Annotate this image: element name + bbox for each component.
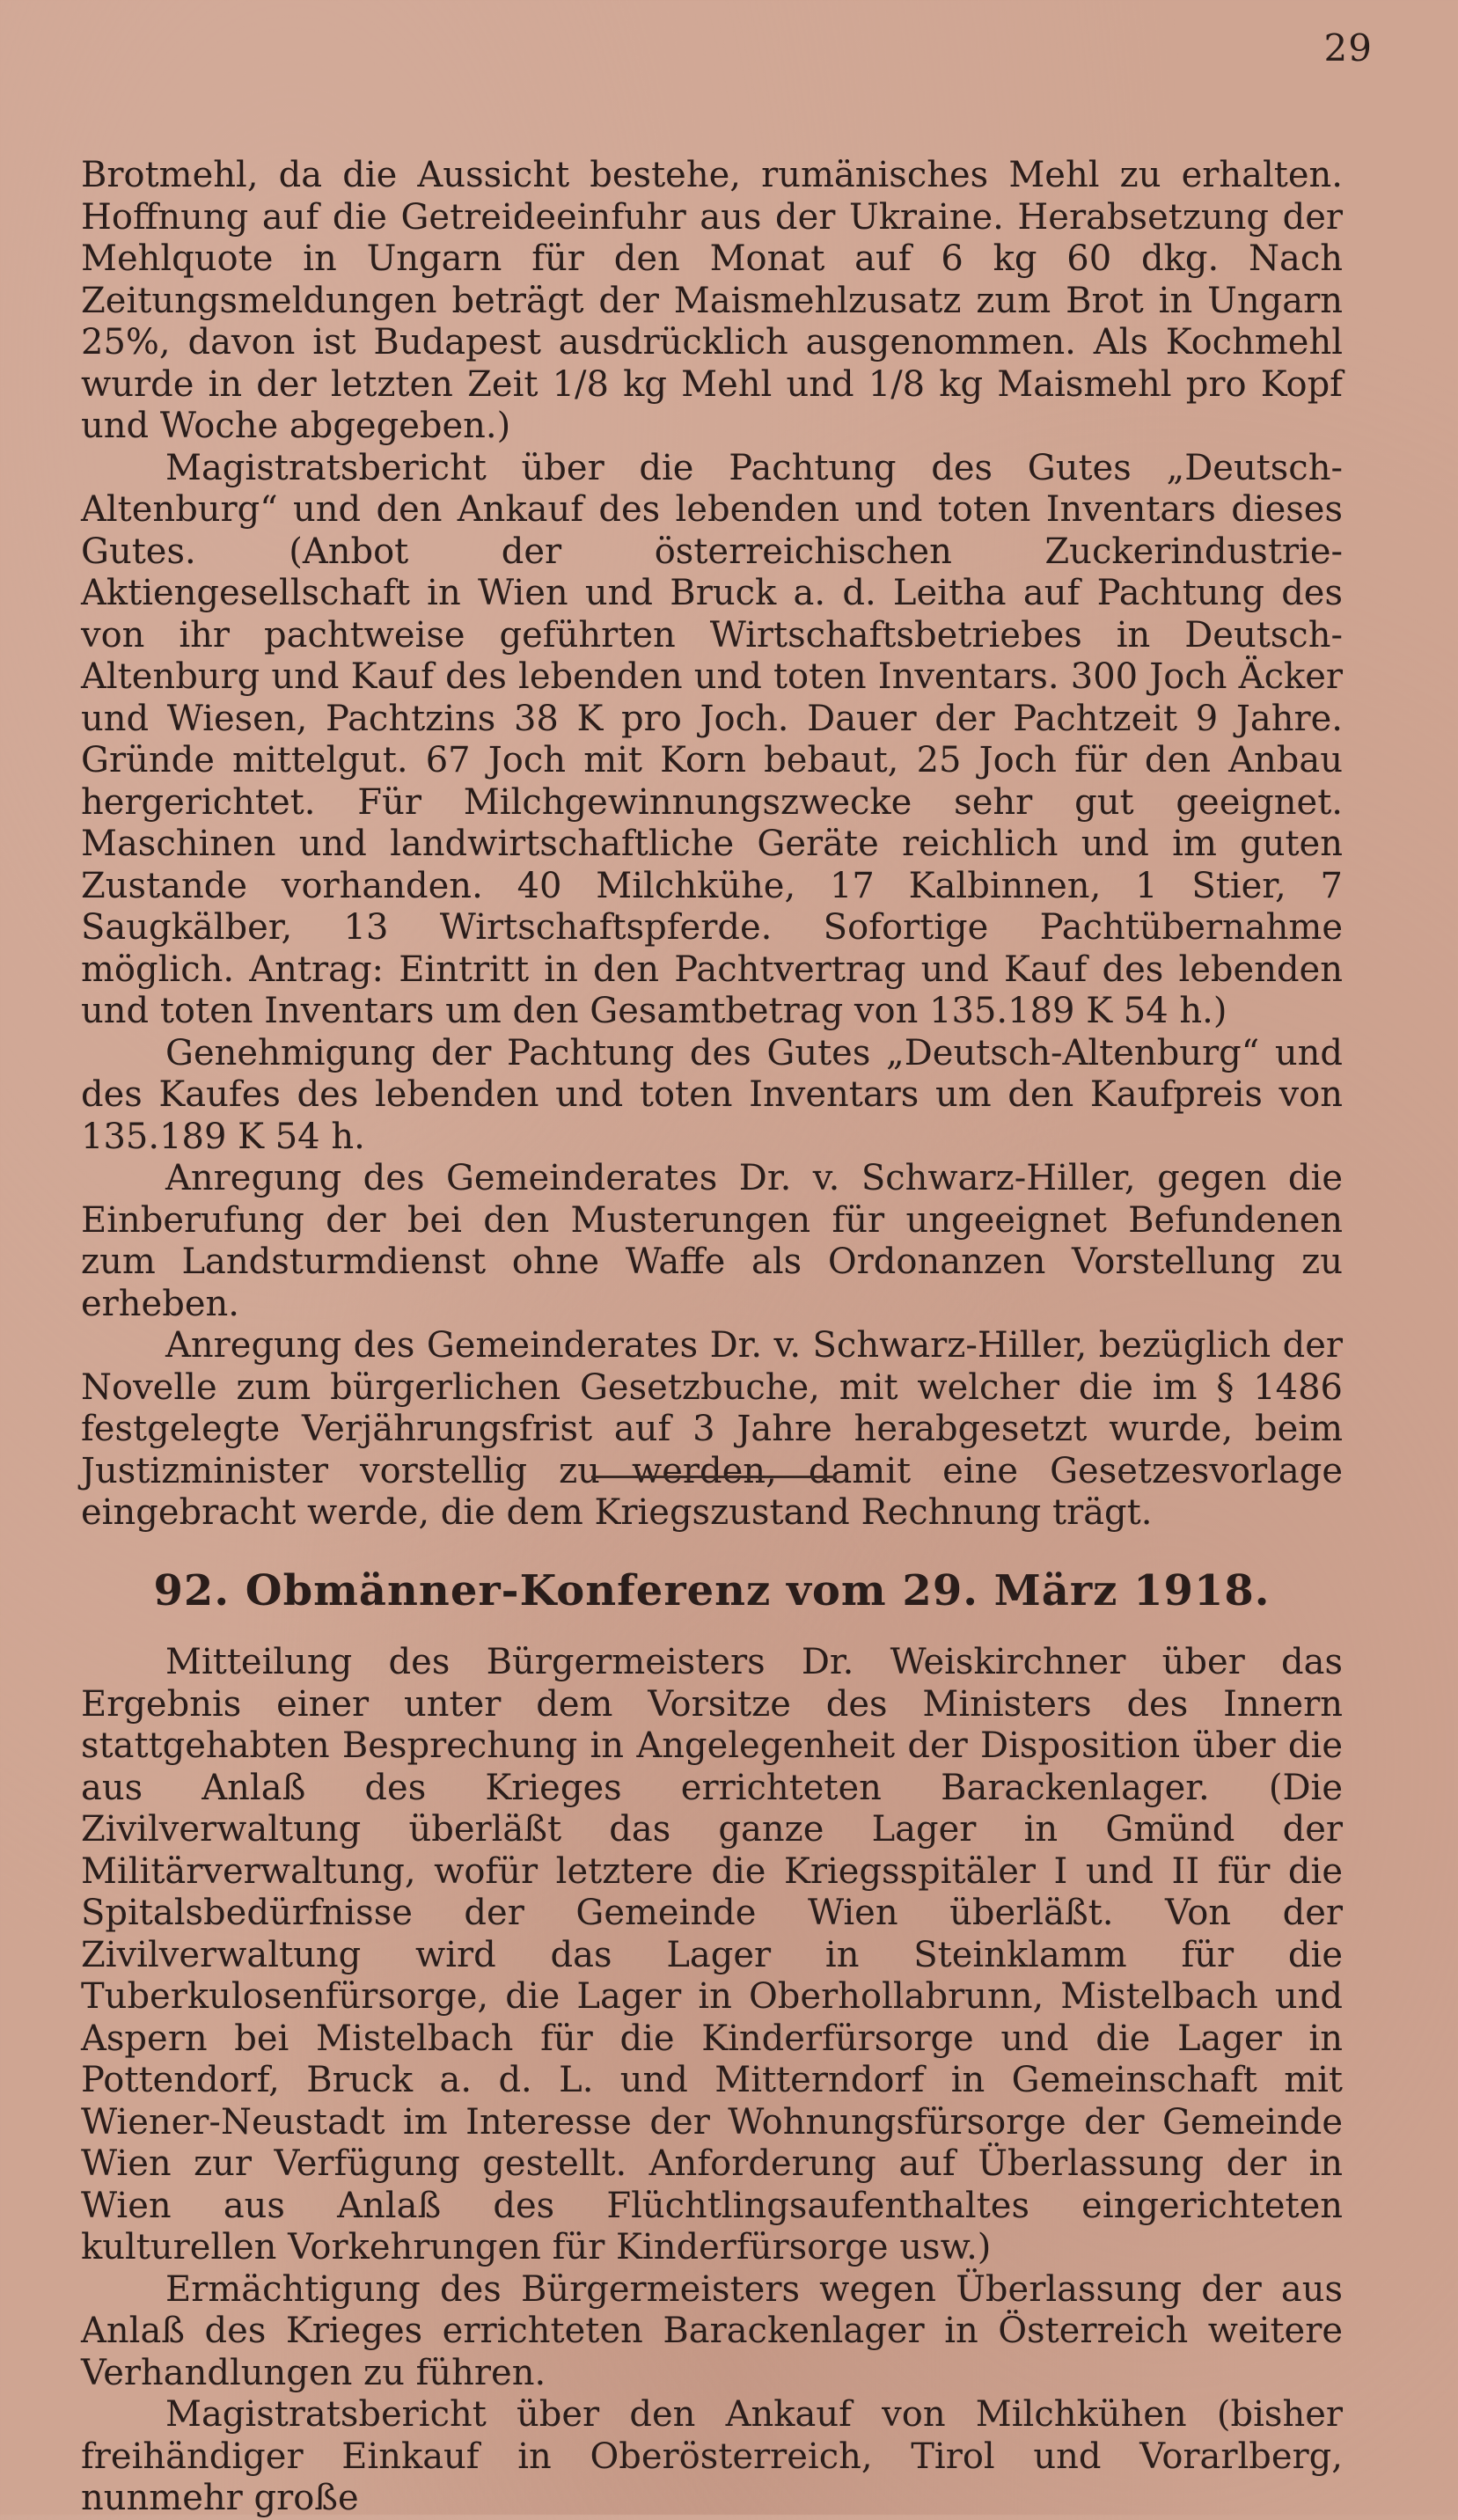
paragraph-anregung-novelle: Anregung des Gemeinderates Dr. v. Schwarz-Hiller, bezüglich der Novelle zum bürgerlichen Gesetzbuche, mit welcher die im § 1486 festgelegte Verjährungsfrist auf 3 Jahre herabgesetzt wurde, beim Justizminister vorstellig zu werden, damit eine Gesetzesvorlage eingebracht werde, die dem Kriegszustand Rechnung trägt. bbox=[81, 1325, 1343, 1533]
section-title: 92. Obmänner-Konferenz vom 29. März 1918. bbox=[153, 1566, 1271, 1615]
text-block-bottom bbox=[81, 1642, 1343, 2520]
paragraph-continuation: Brotmehl, da die Aussicht bestehe, rumänisches Mehl zu erhalten. Hoffnung auf die Getreideeinfuhr aus der Ukraine. Herabsetzung der Mehlquote in Ungarn für den Monat auf 6 kg 60 dkg. Nach Zeitungsmeldungen beträgt der Maismehlzusatz zum Brot in Ungarn 25%, davon ist Budapest ausdrücklich ausgenommen. Als Kochmehl wurde in der letzten Zeit 1/8 kg Mehl und 1/8 kg Maismehl pro Kopf und Woche abgegeben.) bbox=[81, 155, 1343, 446]
text-block-top bbox=[81, 155, 1343, 1535]
page-number: 29 bbox=[1323, 26, 1373, 70]
paragraph-anregung-einberufung: Anregung des Gemeinderates Dr. v. Schwarz-Hiller, gegen die Einberufung der bei den Musterungen für ungeeignet Befundenen zum Landsturmdienst ohne Waffe als Ordonanzen Vorstellung zu erheben. bbox=[81, 1158, 1343, 1324]
section-divider bbox=[591, 1476, 836, 1478]
paragraph-magistratsbericht-milchkuehe: Magistratsbericht über den Ankauf von Milchkühen (bisher freihändiger Einkauf in Oberösterreich, Tirol und Vorarlberg, nunmehr große bbox=[81, 2394, 1343, 2518]
paragraph-mitteilung: Mitteilung des Bürgermeisters Dr. Weiskirchner über das Ergebnis einer unter dem Vorsitze des Ministers des Innern stattgehabten Besprechung in Angelegenheit der Disposition über die aus Anlaß des Krieges errichteten Barackenlager. (Die Zivilverwaltung überläßt das ganze Lager in Gmünd der Militärverwaltung, wofür letztere die Kriegsspitäler I und II für die Spitalsbedürfnisse der Gemeinde Wien überläßt. Von der Zivilverwaltung wird das Lager in Steinklamm für die Tuberkulosenfürsorge, die Lager in Oberhollabrunn, Mistelbach und Aspern bei Mistelbach für die Kinderfürsorge und die Lager in Pottendorf, Bruck a. d. L. und Mitterndorf in Gemeinschaft mit Wiener-Neustadt im Interesse der Wohnungsfürsorge der Gemeinde Wien zur Verfügung gestellt. Anforderung auf Überlassung der in Wien aus Anlaß des Flüchtlingsaufenthaltes eingerichteten kulturellen Vorkehrungen für Kinderfürsorge usw.) bbox=[81, 1642, 1343, 2267]
paragraph-magistratsbericht-pachtung: Magistratsbericht über die Pachtung des Gutes „Deutsch-Altenburg“ und den Ankauf des lebenden und toten Inventars dieses Gutes. (Anbot der österreichischen Zuckerindustrie-Aktiengesellschaft in Wien und Bruck a. d. Leitha auf Pachtung des von ihr pachtweise geführten Wirtschaftsbetriebes in Deutsch-Altenburg und Kauf des lebenden und toten Inventars. 300 Joch Äcker und Wiesen, Pachtzins 38 K pro Joch. Dauer der Pachtzeit 9 Jahre. Gründe mittelgut. 67 Joch mit Korn bebaut, 25 Joch für den Anbau hergerichtet. Für Milchgewinnungszwecke sehr gut geeignet. Maschinen und landwirtschaftliche Geräte reichlich und im guten Zustande vorhanden. 40 Milchkühe, 17 Kalbinnen, 1 Stier, 7 Saugkälber, 13 Wirtschaftspferde. Sofortige Pachtübernahme möglich. Antrag: Eintritt in den Pachtvertrag und Kauf des lebenden und toten Inventars um den Gesamtbetrag von 135.189 K 54 h.) bbox=[81, 447, 1343, 1031]
paragraph-genehmigung: Genehmigung der Pachtung des Gutes „Deutsch-Altenburg“ und des Kaufes des lebenden und toten Inventars um den Kaufpreis von 135.189 K 54 h. bbox=[81, 1032, 1343, 1157]
paragraph-ermaechtigung: Ermächtigung des Bürgermeisters wegen Überlassung der aus Anlaß des Krieges errichteten Barackenlager in Österreich weitere Verhandlungen zu führen. bbox=[81, 2268, 1343, 2393]
